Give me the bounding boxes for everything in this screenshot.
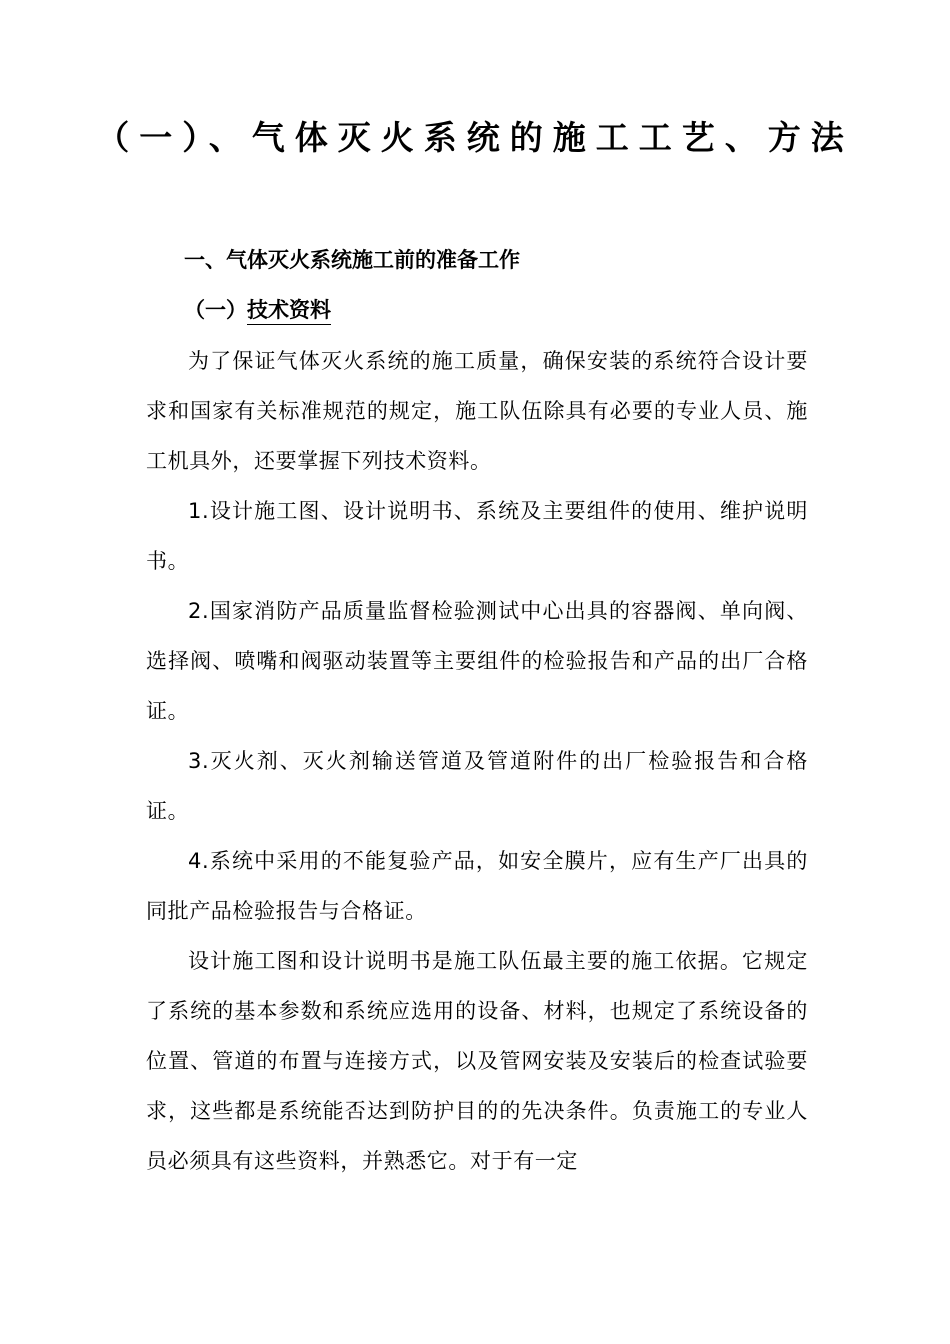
subsection-prefix: （一） xyxy=(184,298,247,322)
paragraph-explanation: 设计施工图和设计说明书是施工队伍最主要的施工依据。它规定了系统的基本参数和系统应选用的设备、材料，也规定了系统设备的位置、管道的布置与连接方式，以及管网安装及安装后的检查试验要求，这些都是系统能否达到防护目的的先决条件。负责施工的专业人员必须具有这些资料，并熟悉它。对于有一定 xyxy=(146,949,808,1173)
paragraph-item-4: 4.系统中采用的不能复验产品，如安全膜片，应有生产厂出具的同批产品检验报告与合格证。 xyxy=(146,849,808,923)
paragraph-item-3: 3.灭火剂、灭火剂输送管道及管道附件的出厂检验报告和合格证。 xyxy=(146,749,808,823)
paragraph-item-2: 2.国家消防产品质量监督检验测试中心出具的容器阀、单向阀、选择阀、喷嘴和阀驱动装置等主要组件的检验报告和产品的出厂合格证。 xyxy=(146,599,808,723)
paragraph-item-1: 1.设计施工图、设计说明书、系统及主要组件的使用、维护说明书。 xyxy=(146,499,808,573)
section-heading: 一、气体灭火系统施工前的准备工作 xyxy=(184,248,520,272)
document-body xyxy=(146,336,808,1186)
subsection-label: 技术资料 xyxy=(247,298,331,325)
subsection-heading xyxy=(184,290,331,330)
document-title: （一）、气体灭火系统的施工工艺、方法 xyxy=(96,118,854,157)
paragraph-intro: 为了保证气体灭火系统的施工质量，确保安装的系统符合设计要求和国家有关标准规范的规定，施工队伍除具有必要的专业人员、施工机具外，还要掌握下列技术资料。 xyxy=(146,349,808,473)
